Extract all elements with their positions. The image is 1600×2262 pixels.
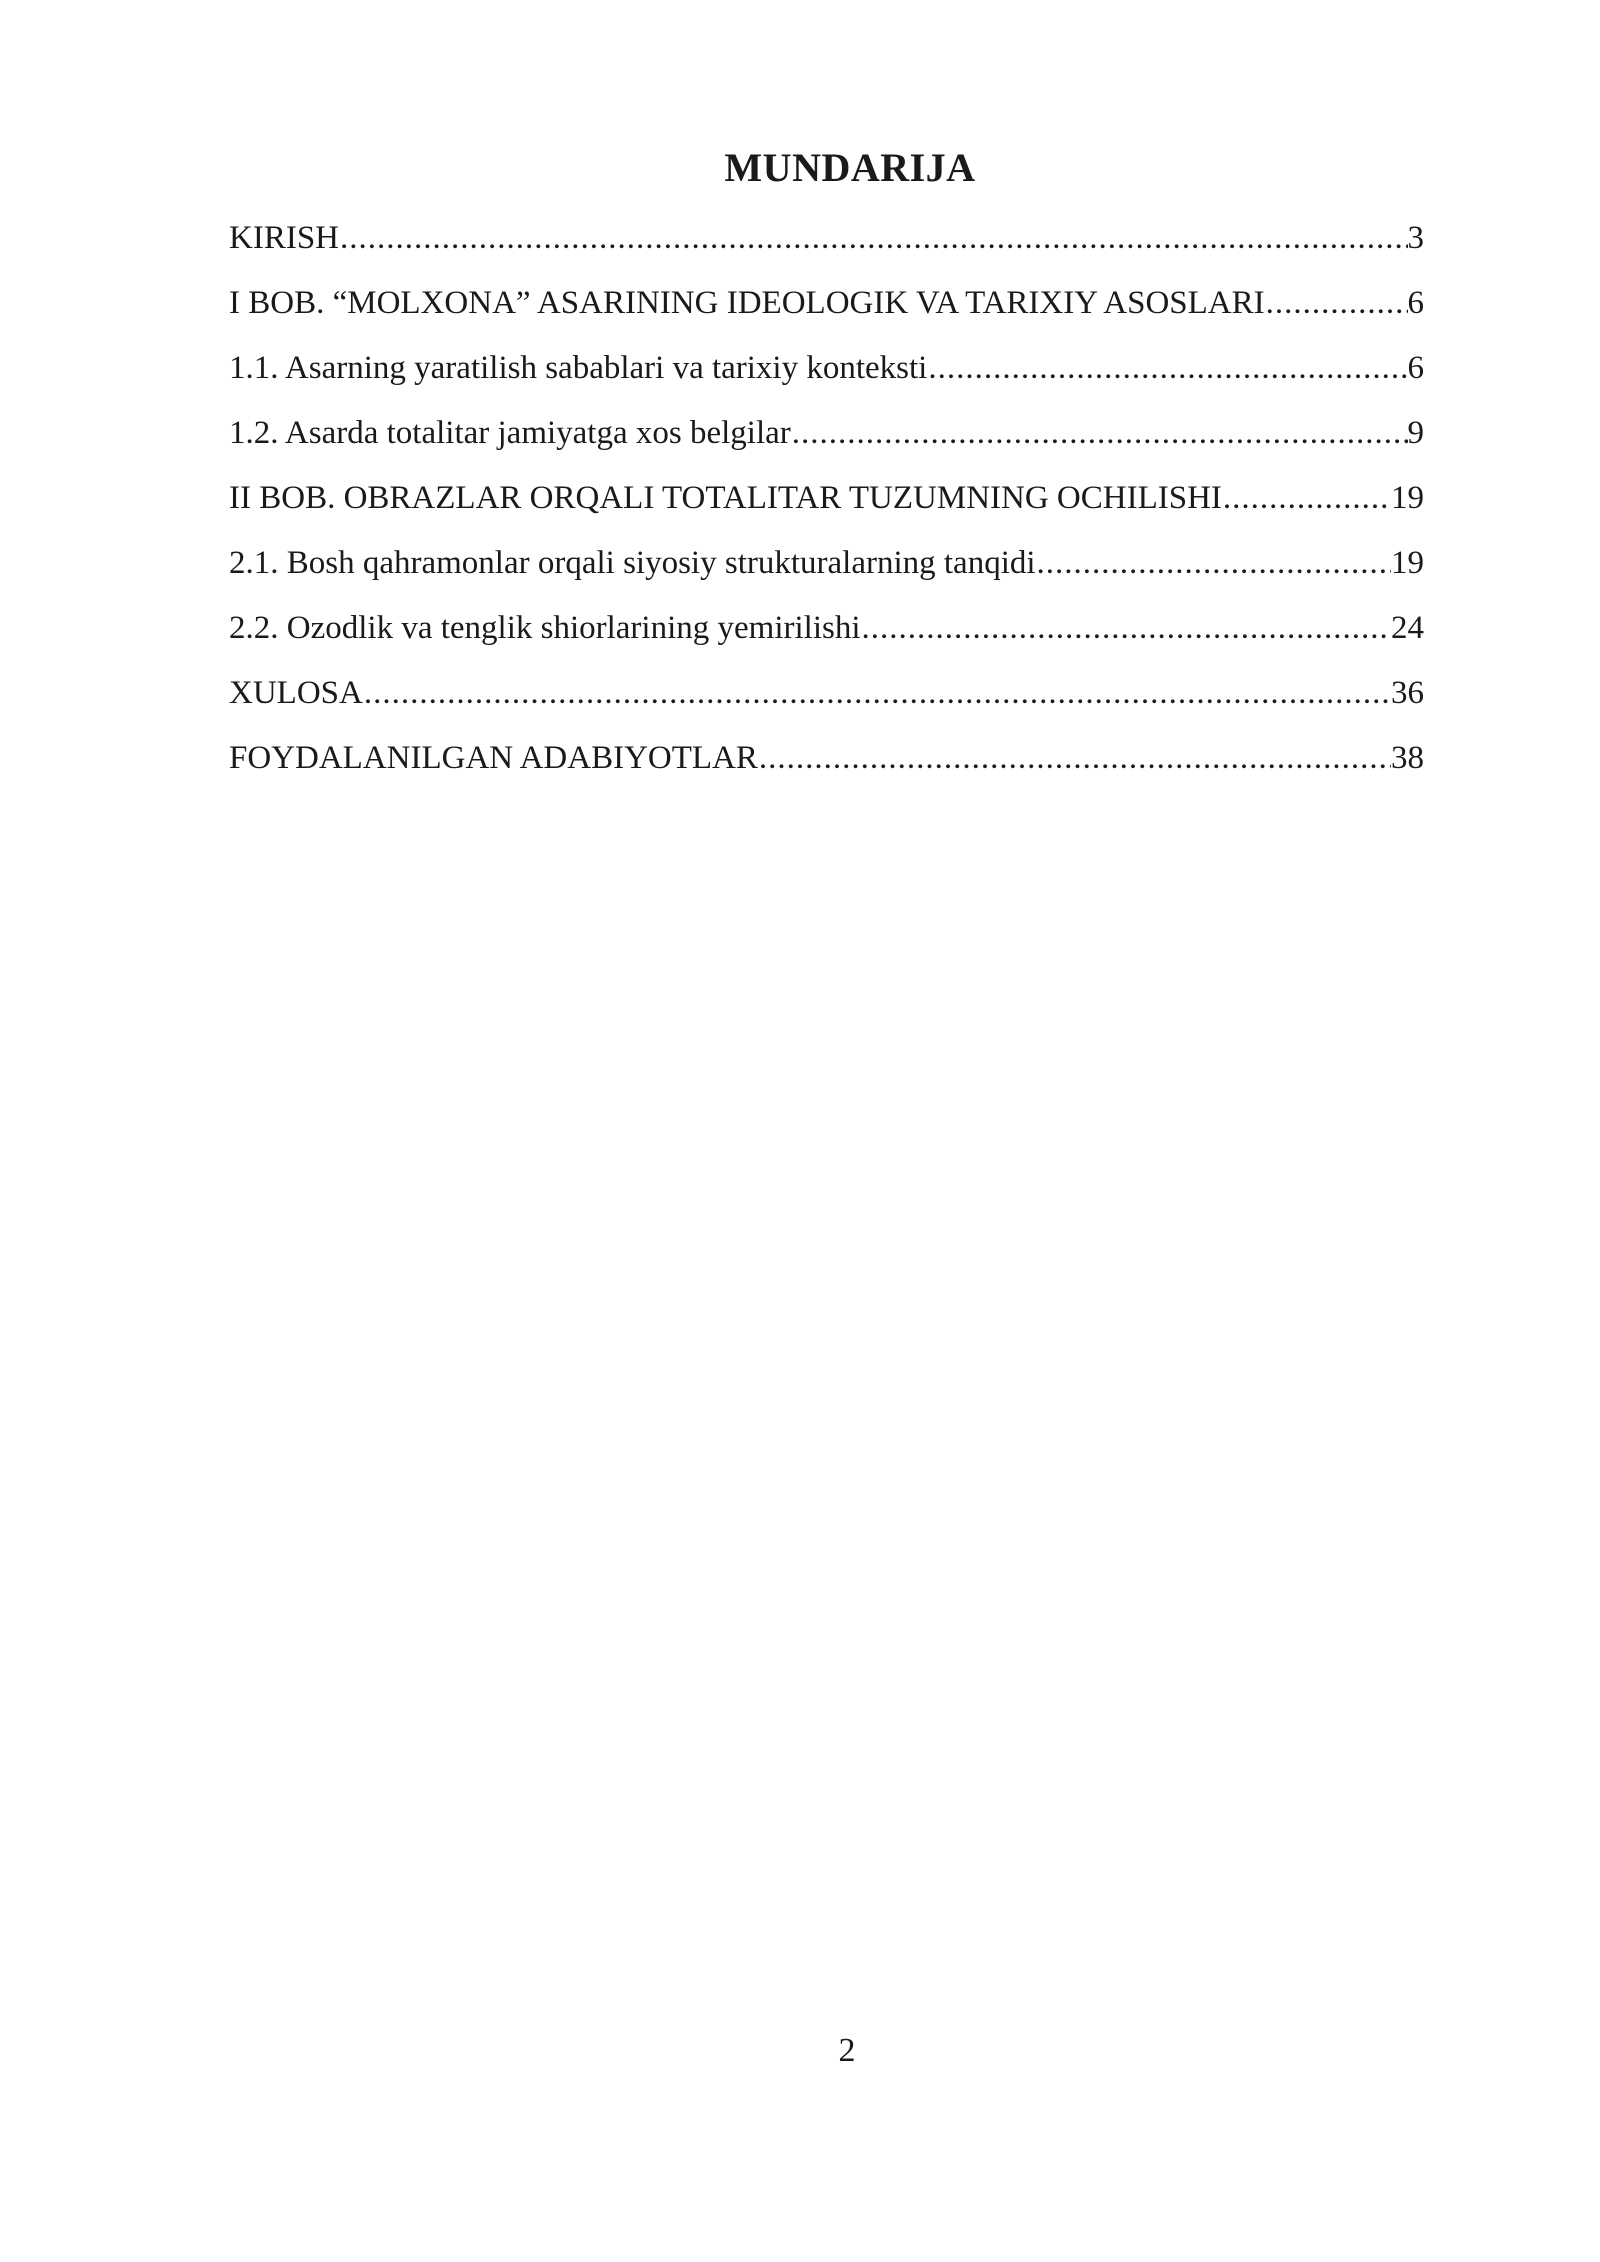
toc-entry-label: 2.2. Ozodlik va tenglik shiorlarining yemirilishi	[229, 612, 861, 646]
toc-dot-leader	[1036, 547, 1391, 580]
toc-dot-leader	[363, 677, 1391, 710]
toc-dot-leader	[927, 352, 1407, 385]
toc-entry-page: 19	[1391, 482, 1424, 516]
toc-entry-label: XULOSA	[229, 677, 363, 711]
toc-dot-leader	[861, 612, 1392, 645]
toc-entry-label: 2.1. Bosh qahramonlar orqali siyosiy strukturalarning tanqidi	[229, 547, 1036, 581]
toc-entry-kirish	[229, 222, 1424, 287]
toc-dot-leader	[791, 417, 1408, 450]
toc-entry-page: 38	[1391, 742, 1424, 776]
page-title: MUNDARIJA	[724, 145, 976, 190]
toc-entry-chapter-1	[229, 287, 1424, 352]
toc-entry-label: II BOB. OBRAZLAR ORQALI TOTALITAR TUZUMNING OCHILISHI	[229, 482, 1222, 516]
toc-entry-page: 6	[1407, 352, 1424, 386]
toc-dot-leader	[339, 222, 1407, 255]
toc-entry-section-1-1	[229, 352, 1424, 417]
toc-entry-section-1-2	[229, 417, 1424, 482]
toc-entry-bibliography	[229, 742, 1424, 807]
toc-entry-xulosa	[229, 677, 1424, 742]
toc-entry-label: 1.2. Asarda totalitar jamiyatga xos belgilar	[229, 417, 791, 451]
toc-entry-page: 36	[1391, 677, 1424, 711]
toc-entry-page: 3	[1407, 222, 1424, 256]
toc-entry-page: 6	[1407, 287, 1424, 321]
toc-dot-leader	[1265, 287, 1408, 320]
toc-entry-label: 1.1. Asarning yaratilish sabablari va tarixiy konteksti	[229, 352, 928, 386]
toc-entry-chapter-2	[229, 482, 1424, 547]
toc-entry-page: 24	[1391, 612, 1424, 646]
toc-dot-leader	[1222, 482, 1391, 515]
toc-entry-section-2-1	[229, 547, 1424, 612]
table-of-contents	[229, 222, 1424, 807]
toc-entry-label: FOYDALANILGAN ADABIYOTLAR	[229, 742, 758, 776]
toc-dot-leader	[758, 742, 1391, 775]
toc-entry-page: 9	[1407, 417, 1424, 451]
toc-entry-page: 19	[1391, 547, 1424, 581]
toc-entry-section-2-2	[229, 612, 1424, 677]
page-number: 2	[838, 2032, 856, 2069]
toc-entry-label: I BOB. “MOLXONA” ASARINING IDEOLOGIK VA TARIXIY ASOSLARI	[229, 287, 1265, 321]
toc-entry-label: KIRISH	[229, 222, 340, 256]
